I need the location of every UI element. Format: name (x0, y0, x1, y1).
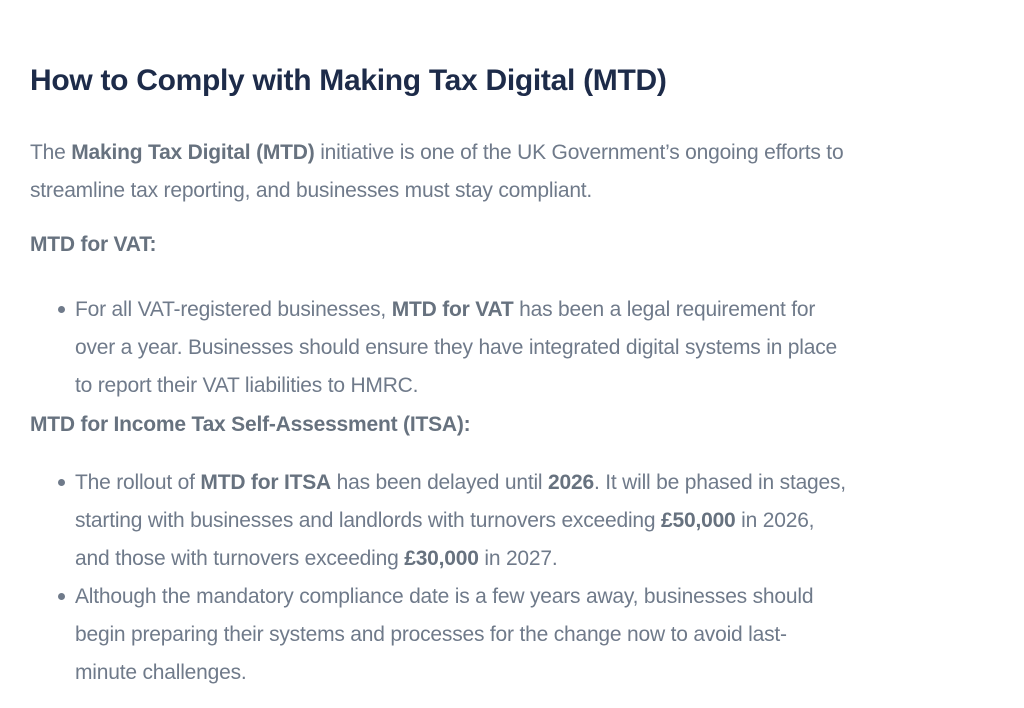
bullet-icon (58, 593, 65, 600)
vat-bullet-list (30, 291, 994, 405)
list-item-text: Although the mandatory compliance date is a few years away, businesses should begin preparing their systems and processes for the change now to avoid last- minute challenges. (75, 585, 814, 684)
list-item (30, 291, 994, 405)
bullet-icon (58, 479, 65, 486)
list-item (30, 578, 994, 692)
intro-paragraph: The Making Tax Digital (MTD) initiative is one of the UK Government’s ongoing efforts to streamline tax reporting, and businesses must stay compliant. (30, 141, 844, 202)
article (0, 62, 1024, 692)
itsa-section-heading: MTD for Income Tax Self-Assessment (ITSA): (30, 413, 471, 436)
itsa-bullet-list (30, 464, 994, 692)
list-item-text: The rollout of MTD for ITSA has been delayed until 2026. It will be phased in stages, starting with businesses and landlords with turnovers exceeding £50,000 in 2026, and those with turnovers exceeding £30,000 in 2027. (75, 471, 846, 570)
page-title: How to Comply with Making Tax Digital (MTD) (30, 64, 667, 97)
bullet-icon (58, 306, 65, 313)
list-item (30, 464, 994, 578)
list-item-text: For all VAT-registered businesses, MTD for VAT has been a legal requirement for over a year. Businesses should ensure they have integrated digital systems in place to report their VAT liabilities to HMRC. (75, 298, 838, 397)
vat-section-heading: MTD for VAT: (30, 233, 157, 256)
